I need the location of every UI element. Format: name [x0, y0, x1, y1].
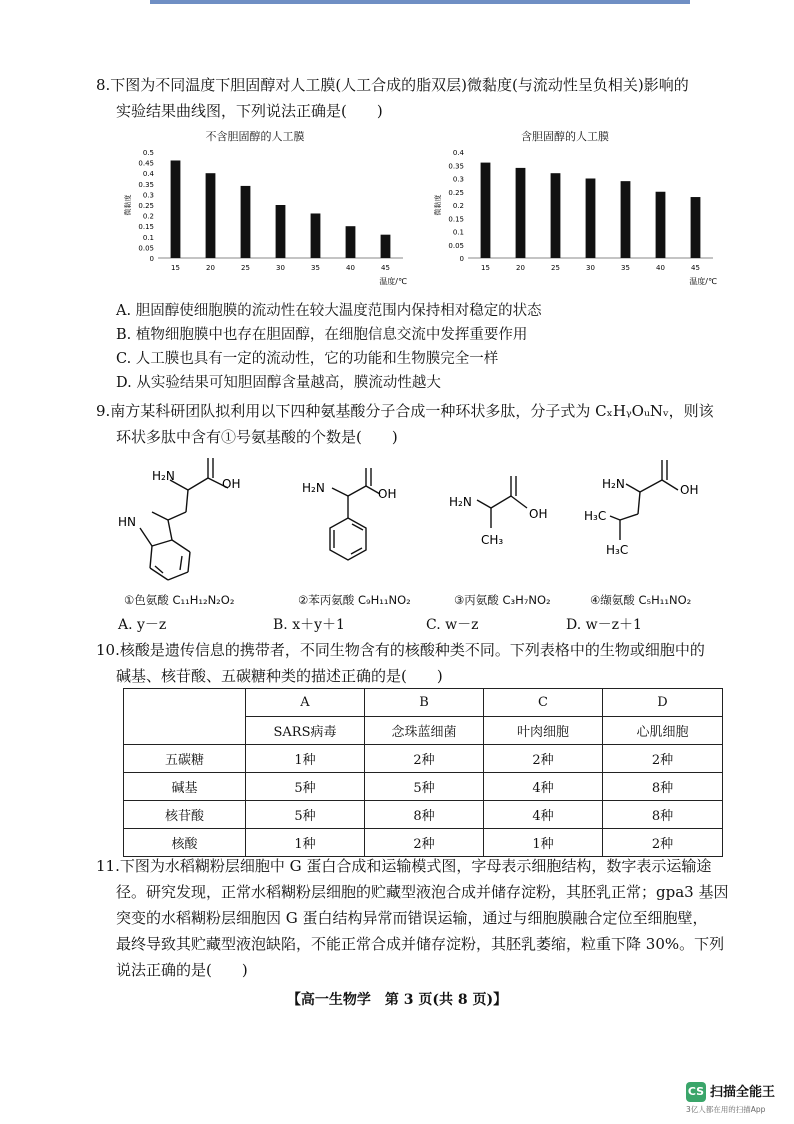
bar [311, 213, 321, 258]
table-cell: 5种 [246, 773, 365, 801]
y-tick-label: 0.2 [452, 202, 464, 210]
q8-option-b: B. 植物细胞膜中也存在胆固醇，在细胞信息交流中发挥重要作用 [116, 327, 528, 343]
x-axis-label: 温度/℃ [689, 277, 717, 286]
caption-tryptophan: ①色氨酸 C₁₁H₁₂N₂O₂ [124, 593, 235, 607]
table-organism: SARS病毒 [246, 717, 365, 745]
chart2-title: 含胆固醇的人工膜 [521, 130, 609, 143]
table-cell: 8种 [603, 801, 723, 829]
y-tick-label: 0.15 [138, 223, 154, 232]
val-h3c-label-1: H₃C [584, 509, 607, 523]
x-tick-label: 40 [346, 264, 355, 272]
table-cell: 2种 [365, 745, 484, 773]
table-row-letters [124, 689, 723, 717]
table-cell: 2种 [603, 829, 723, 857]
table-cell: 5种 [365, 773, 484, 801]
camscanner-name: 扫描全能王 [710, 1085, 776, 1100]
chart-with-cholesterol [428, 144, 728, 294]
table-organism: 叶肉细胞 [484, 717, 603, 745]
ala-ch3-label: CH₃ [481, 533, 504, 547]
q11-stem-line3: 突变的水稻糊粉层细胞因 G 蛋白结构异常而错误运输，通过与细胞膜融合定位至细胞壁， [116, 909, 708, 927]
y-axis-label: 微黏度 [434, 194, 442, 216]
q8-option-d: D. 从实验结果可知胆固醇含量越高，膜流动性越大 [116, 375, 441, 391]
table-cell: 8种 [365, 801, 484, 829]
tryptophan-oh-label: OH [222, 477, 241, 491]
q8-option-a: A. 胆固醇使细胞膜的流动性在较大温度范围内保持相对稳定的状态 [116, 303, 542, 319]
x-tick-label: 20 [206, 264, 215, 272]
y-tick-label: 0.1 [452, 228, 464, 237]
q9-choice-c: C. w－z [426, 617, 479, 633]
y-axis-label: 微黏度 [124, 194, 132, 216]
table-cell: 8种 [603, 773, 723, 801]
y-tick-label: 0.15 [448, 215, 464, 224]
table-cell: 2种 [484, 745, 603, 773]
table-letter: D [603, 689, 723, 717]
x-tick-label: 35 [311, 264, 320, 272]
q9-choice-b: B. x＋y＋1 [273, 617, 345, 633]
bar [171, 160, 181, 258]
q9-stem-line2: 环状多肽中含有①号氨基酸的个数是( ) [116, 428, 398, 446]
x-axis-label: 温度/℃ [379, 277, 407, 286]
y-tick-label: 0.3 [142, 191, 154, 200]
bar [551, 173, 561, 258]
x-tick-label: 20 [516, 264, 525, 272]
row-label: 核酸 [124, 829, 246, 857]
y-tick-label: 0 [459, 255, 464, 263]
x-tick-label: 15 [171, 264, 180, 272]
table-cell: 1种 [246, 745, 365, 773]
table-letter: B [365, 689, 484, 717]
q11-stem-line2: 径。研究发现，正常水稻糊粉层细胞的贮藏型液泡合成并储存淀粉，其胚乳正常；gpa3 基因 [116, 883, 729, 901]
bar [276, 205, 286, 258]
y-tick-label: 0.05 [138, 244, 154, 253]
bar [206, 173, 216, 258]
q10-stem-line2: 碱基、核苷酸、五碳糖种类的描述正确的是( ) [116, 667, 443, 685]
ala-oh-label: OH [529, 507, 548, 521]
val-nh2-label: H₂N [602, 477, 625, 491]
tryptophan-nh2-label: H₂N [152, 469, 175, 483]
table-row [124, 745, 723, 773]
caption-valine: ④缬氨酸 C₅H₁₁NO₂ [590, 593, 692, 607]
bar [381, 235, 391, 258]
table-cell: 1种 [484, 829, 603, 857]
y-tick-label: 0.05 [448, 241, 464, 250]
phe-nh2-label: H₂N [302, 481, 325, 495]
table-organism: 心肌细胞 [603, 717, 723, 745]
y-tick-label: 0.2 [142, 212, 154, 221]
x-tick-label: 45 [691, 264, 700, 272]
q11-stem-line5: 说法正确的是( ) [116, 961, 248, 979]
scan-top-edge [150, 0, 690, 4]
table-letter: C [484, 689, 603, 717]
table-cell: 4种 [484, 801, 603, 829]
y-tick-label: 0.35 [138, 180, 154, 189]
y-tick-label: 0.4 [452, 149, 464, 157]
table-cell: 2种 [365, 829, 484, 857]
y-tick-label: 0.25 [448, 188, 464, 197]
tryptophan-nh-label: HN [118, 515, 136, 529]
y-tick-label: 0.4 [142, 170, 154, 179]
q9-choice-d: D. w－z＋1 [566, 617, 642, 633]
x-tick-label: 25 [551, 264, 560, 272]
valine-structure [578, 450, 718, 565]
y-tick-label: 0.1 [142, 233, 154, 242]
chart-no-cholesterol [118, 144, 418, 294]
x-tick-label: 45 [381, 264, 390, 272]
bar [516, 168, 526, 258]
row-label: 五碳糖 [124, 745, 246, 773]
q8-stem-line1: 8.下图为不同温度下胆固醇对人工膜(人工合成的脂双层)微黏度(与流动性呈负相关)影响的 [96, 76, 689, 94]
bar [481, 163, 491, 258]
bar [346, 226, 356, 258]
q11-stem-line1: 11.下图为水稻糊粉层细胞中 G 蛋白合成和运输模式图，字母表示细胞结构，数字表示运输途 [96, 857, 712, 875]
camscanner-logo-icon: CS [686, 1082, 706, 1102]
page-footer: 【高一生物学 第 3 页(共 8 页)】 [286, 992, 508, 1008]
x-tick-label: 25 [241, 264, 250, 272]
q8-stem-line2: 实验结果曲线图，下列说法正确是( ) [116, 102, 383, 120]
phenylalanine-structure [300, 462, 420, 582]
val-oh-label: OH [680, 483, 699, 497]
row-label: 碱基 [124, 773, 246, 801]
x-tick-label: 30 [276, 264, 285, 272]
q8-option-c: C. 人工膜也具有一定的流动性，它的功能和生物膜完全一样 [116, 351, 499, 367]
table-cell: 2种 [603, 745, 723, 773]
camscanner-tagline: 3亿人都在用的扫描App [686, 1105, 766, 1114]
table-cell: 4种 [484, 773, 603, 801]
x-tick-label: 30 [586, 264, 595, 272]
y-tick-label: 0.35 [448, 162, 464, 171]
q10-stem-line1: 10.核酸是遗传信息的携带者，不同生物含有的核酸种类不同。下列表格中的生物或细胞中的 [96, 641, 705, 659]
x-tick-label: 35 [621, 264, 630, 272]
caption-phenylalanine: ②苯丙氨酸 C₉H₁₁NO₂ [298, 593, 411, 607]
table-cell: 1种 [246, 829, 365, 857]
table-row [124, 801, 723, 829]
y-tick-label: 0.5 [142, 149, 154, 157]
x-tick-label: 15 [481, 264, 490, 272]
bar [241, 186, 251, 258]
table-row [124, 773, 723, 801]
val-h3c-label-2: H₃C [606, 543, 629, 557]
y-tick-label: 0.45 [138, 159, 154, 168]
q9-stem-line1: 9.南方某科研团队拟利用以下四种氨基酸分子合成一种环状多肽，分子式为 CₓHᵧOᵤNᵥ，则该 [96, 402, 714, 420]
chart1-title: 不含胆固醇的人工膜 [205, 130, 305, 143]
y-tick-label: 0.3 [452, 175, 464, 184]
tryptophan-structure [110, 450, 260, 585]
y-tick-label: 0.25 [138, 202, 154, 210]
table-corner-cell [124, 689, 246, 745]
table-letter: A [246, 689, 365, 717]
bar [656, 192, 666, 258]
phe-oh-label: OH [378, 487, 397, 501]
alanine-structure [445, 468, 565, 558]
table-cell: 5种 [246, 801, 365, 829]
ala-nh2-label: H₂N [449, 495, 472, 509]
table-organism: 念珠蓝细菌 [365, 717, 484, 745]
q11-stem-line4: 最终导致其贮藏型液泡缺陷，不能正常合成并储存淀粉，其胚乳萎缩，粒重下降 30%。下列 [116, 935, 725, 953]
nucleic-acid-table [123, 688, 723, 857]
row-label: 核苷酸 [124, 801, 246, 829]
caption-alanine: ③丙氨酸 C₃H₇NO₂ [454, 593, 551, 607]
bar [621, 181, 631, 258]
q9-choice-a: A. y－z [118, 617, 167, 633]
bar [691, 197, 701, 258]
y-tick-label: 0 [149, 255, 154, 263]
bar [586, 179, 596, 259]
x-tick-label: 40 [656, 264, 665, 272]
